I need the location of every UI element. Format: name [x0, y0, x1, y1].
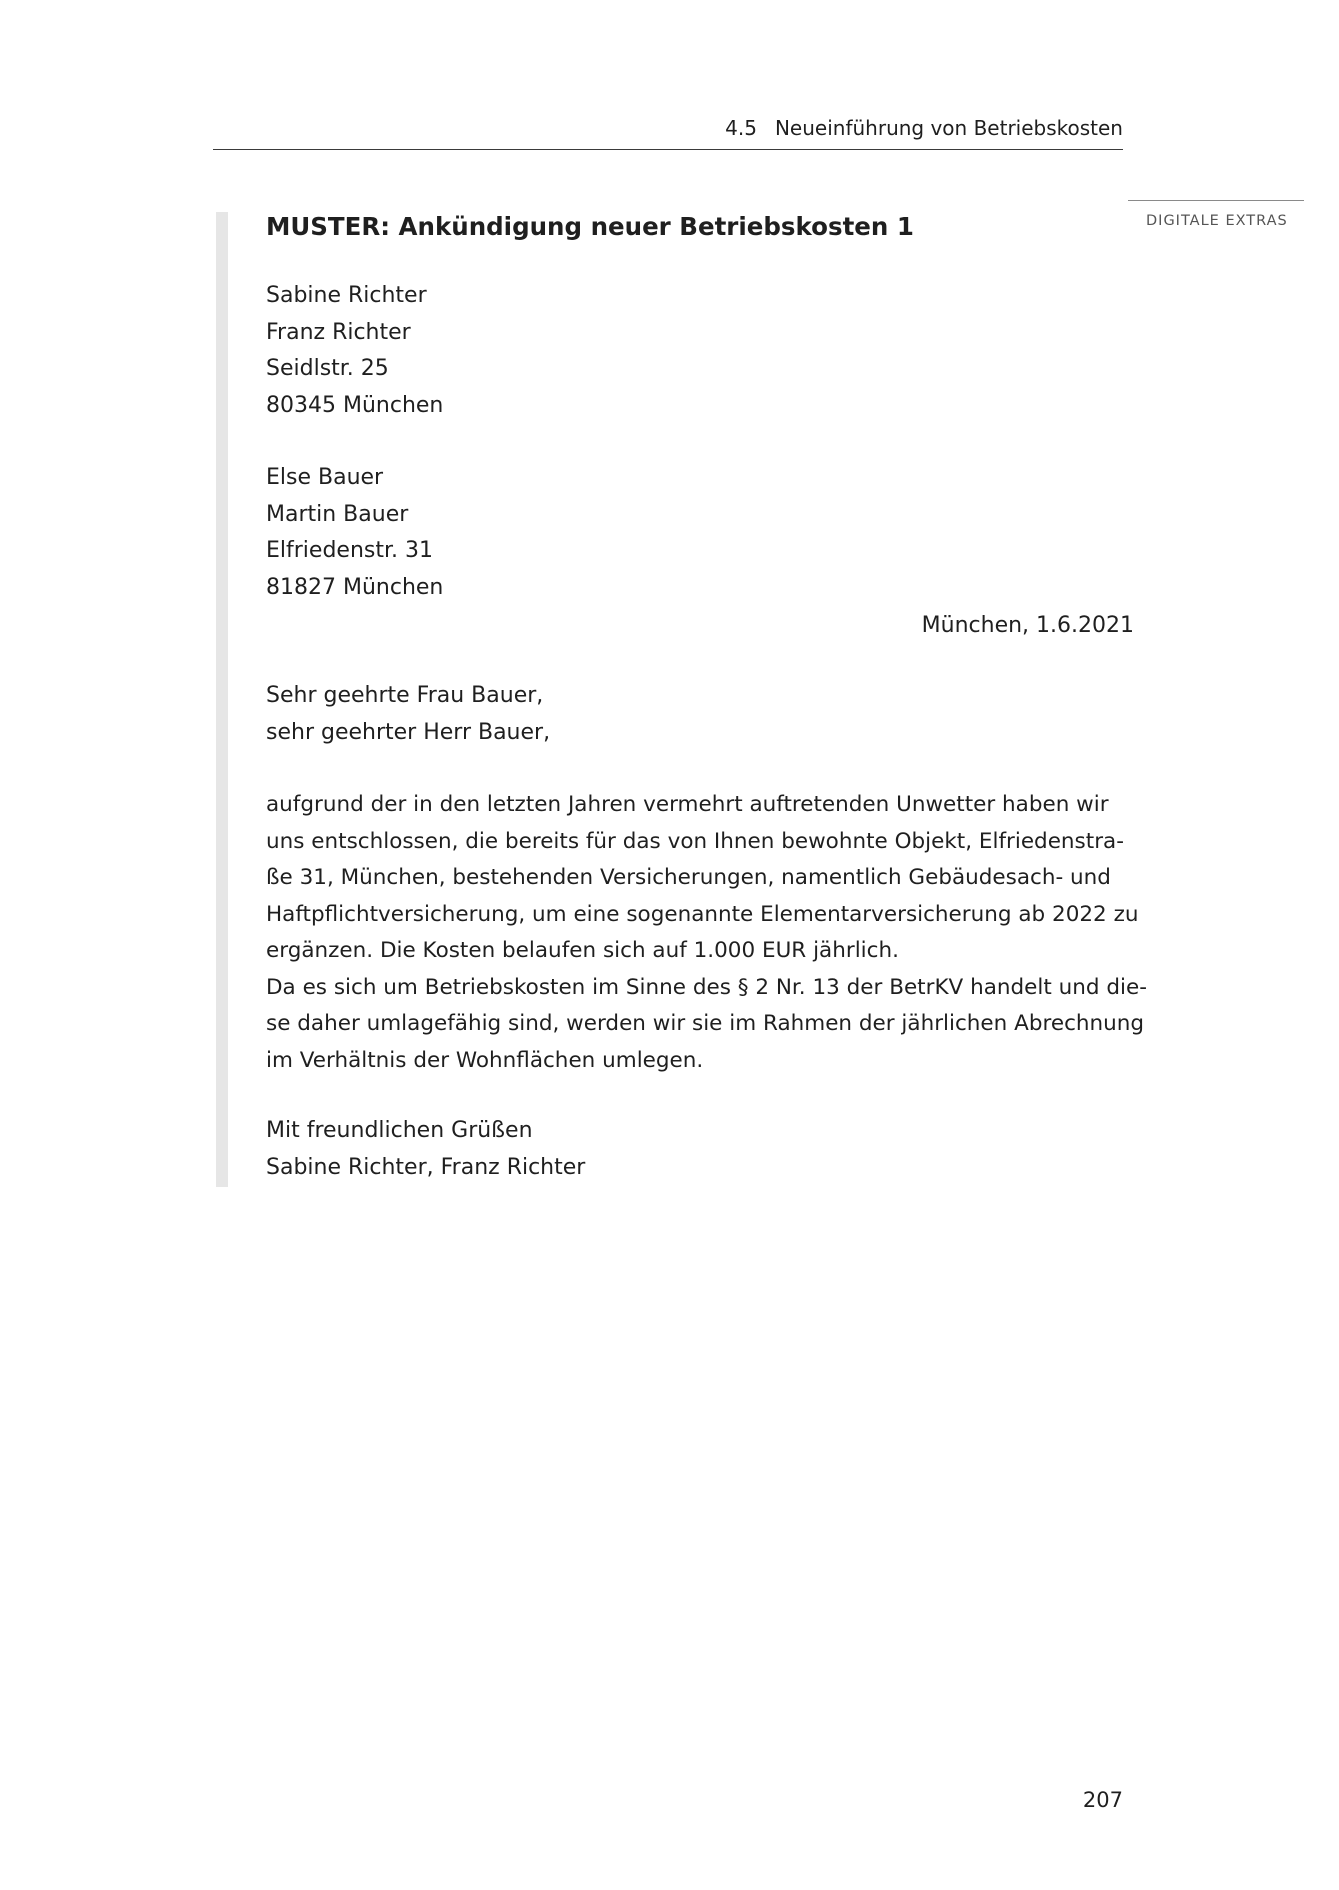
sender-line: Seidlstr. 25	[266, 356, 389, 381]
sender-line: Sabine Richter	[266, 283, 427, 308]
letter-date: München, 1.6.2021	[921, 613, 1134, 638]
digital-extras-label: DIGITALE EXTRAS	[1146, 213, 1288, 229]
section-title: Neueinführung von Betriebskosten	[774, 116, 1123, 140]
sender-line: 80345 München	[266, 392, 444, 418]
sender-line: Franz Richter	[266, 319, 411, 345]
salutation-line: sehr geehrter Herr Bauer,	[266, 719, 551, 745]
running-header	[213, 110, 1123, 150]
recipient-line: Elfriedenstr. 31	[266, 538, 433, 563]
body-line: Da es sich um Betriebskosten im Sinne des § 2 Nr. 13 der BetrKV handelt und die-	[266, 974, 1147, 1000]
page-number: 207	[1082, 1788, 1123, 1812]
body-line: im Verhältnis der Wohnflächen umlegen.	[266, 1047, 704, 1073]
closing	[266, 1113, 585, 1186]
sender-address	[266, 278, 443, 424]
sample-title: MUSTER: Ankündigung neuer Betriebskosten 1	[266, 212, 914, 241]
salutation-line: Sehr geehrte Frau Bauer,	[266, 683, 544, 708]
recipient-line: Else Bauer	[266, 465, 384, 490]
body-line: aufgrund der in den letzten Jahren vermehrt auftretenden Unwetter haben wir	[266, 792, 1109, 817]
sample-letter-content	[266, 212, 1147, 1180]
body-line: Haftpflichtversicherung, um eine sogenannte Elementarversicherung ab 2022 zu	[266, 901, 1139, 927]
salutation	[266, 678, 550, 751]
body-line: se daher umlagefähig sind, werden wir sie im Rahmen der jährlichen Abrechnung	[266, 1011, 1145, 1036]
digital-extras-tab	[1128, 200, 1304, 229]
recipient-line: Martin Bauer	[266, 501, 409, 527]
recipient-address	[266, 460, 443, 606]
signature-line: Sabine Richter, Franz Richter	[266, 1154, 586, 1180]
closing-line: Mit freundlichen Grüßen	[266, 1118, 533, 1143]
sample-letter-box	[216, 212, 1147, 1187]
body-line: uns entschlossen, die bereits für das von Ihnen bewohnte Objekt, Elfriedenstra-	[266, 828, 1124, 854]
recipient-line: 81827 München	[266, 574, 444, 600]
section-number: 4.5	[725, 116, 757, 140]
letter-body	[266, 787, 1147, 1079]
body-line: ße 31, München, bestehenden Versicherungen, namentlich Gebäudesach- und	[266, 865, 1111, 890]
body-line: ergänzen. Die Kosten belaufen sich auf 1.000 EUR jährlich.	[266, 938, 899, 963]
